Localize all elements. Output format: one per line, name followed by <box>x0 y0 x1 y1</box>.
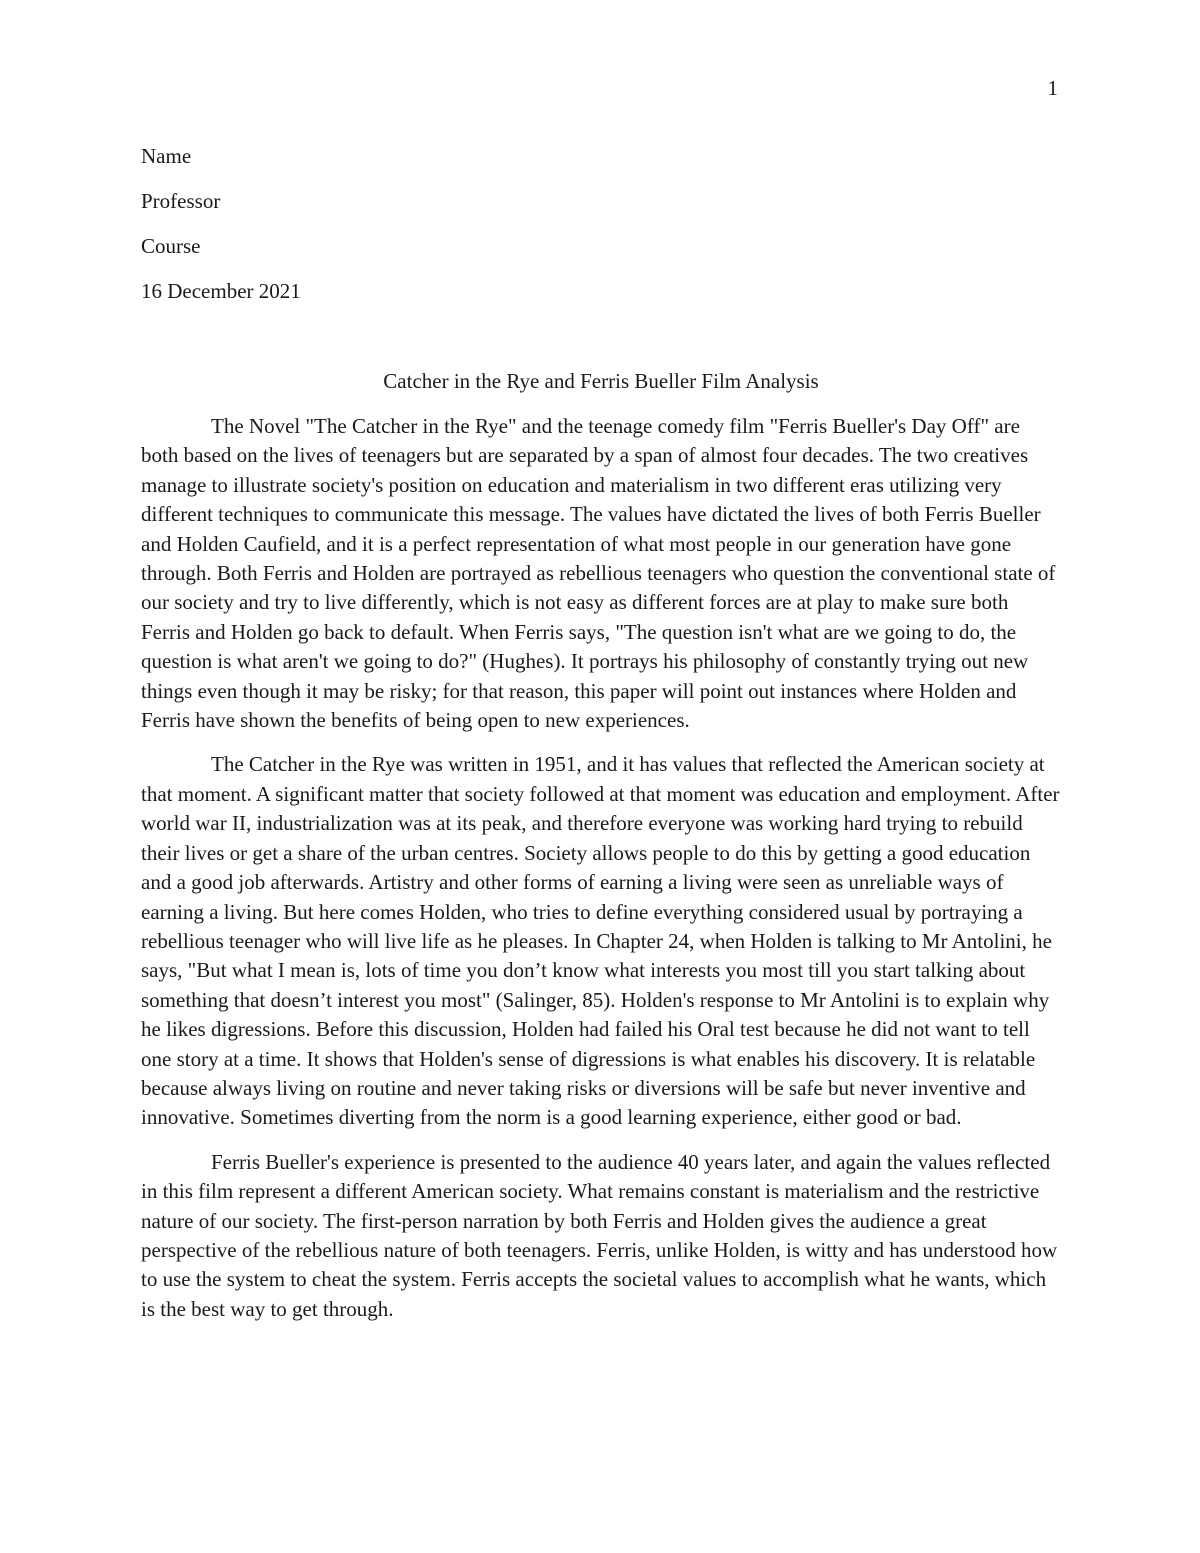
mla-header <box>141 142 1061 322</box>
paper-title: Catcher in the Rye and Ferris Bueller Film Analysis <box>383 369 819 393</box>
body-paragraph-3: Ferris Bueller's experience is presented to the audience 40 years later, and again the values reflected in this film represent a different American society. What remains constant is materialism and the restrictive nature of our society. The first-person narration by both Ferris and Holden gives the audience a great perspective of the rebellious nature of both teenagers. Ferris, unlike Holden, is witty and has understood how to use the system to cheat the system. Ferris accepts the societal values to accomplish what he wants, which is the best way to get through. <box>141 1149 1058 1321</box>
date: 16 December 2021 <box>141 279 301 303</box>
student-name: Name <box>141 144 192 168</box>
body-paragraph-1: The Novel "The Catcher in the Rye" and the teenage comedy film "Ferris Bueller's Day Off" are both based on the lives of teenagers but are separated by a span of almost four decades. The two creatives manage to illustrate society's position on education and materialism in two different eras utilizing very different techniques to communicate this message. The values have dictated the lives of both Ferris Bueller and Holden Caufield, and it is a perfect representation of what most people in our generation have gone through. Both Ferris and Holden are portrayed as rebellious teenagers who question the conventional state of our society and try to live differently, which is not easy as different forces are at play to make sure both Ferris and Holden go back to default. When Ferris says, "The question isn't what are we going to do, the question is what aren't we going to do?" (Hughes). It portrays his philosophy of constantly trying out new things even though it may be risky; for that reason, this paper will point out instances where Holden and Ferris have shown the benefits of being open to new experiences. <box>141 414 1056 733</box>
professor-name: Professor <box>141 189 221 213</box>
course-name: Course <box>141 234 201 258</box>
paper-body <box>141 412 1061 1339</box>
page-number: 1 <box>1047 76 1058 100</box>
body-paragraph-2: The Catcher in the Rye was written in 1951, and it has values that reflected the American society at that moment. A significant matter that society followed at that moment was education and employment. After world war II, industrialization was at its peak, and therefore everyone was working hard trying to rebuild their lives or get a share of the urban centres. Society allows people to do this by getting a good education and a good job afterwards. Artistry and other forms of earning a living were seen as unreliable ways of earning a living. But here comes Holden, who tries to define everything considered usual by portraying a rebellious teenager who will live life as he pleases. In Chapter 24, when Holden is talking to Mr Antolini, he says, "But what I mean is, lots of time you don’t know what interests you most till you start talking about something that doesn’t interest you most" (Salinger, 85). Holden's response to Mr Antolini is to explain why he likes digressions. Before this discussion, Holden had failed his Oral test because he did not want to tell one story at a time. It shows that Holden's sense of digressions is what enables his discovery. It is relatable because always living on routine and never taking risks or diversions will be safe but never inventive and innovative. Sometimes diverting from the norm is a good learning experience, either good or bad. <box>141 752 1060 1130</box>
